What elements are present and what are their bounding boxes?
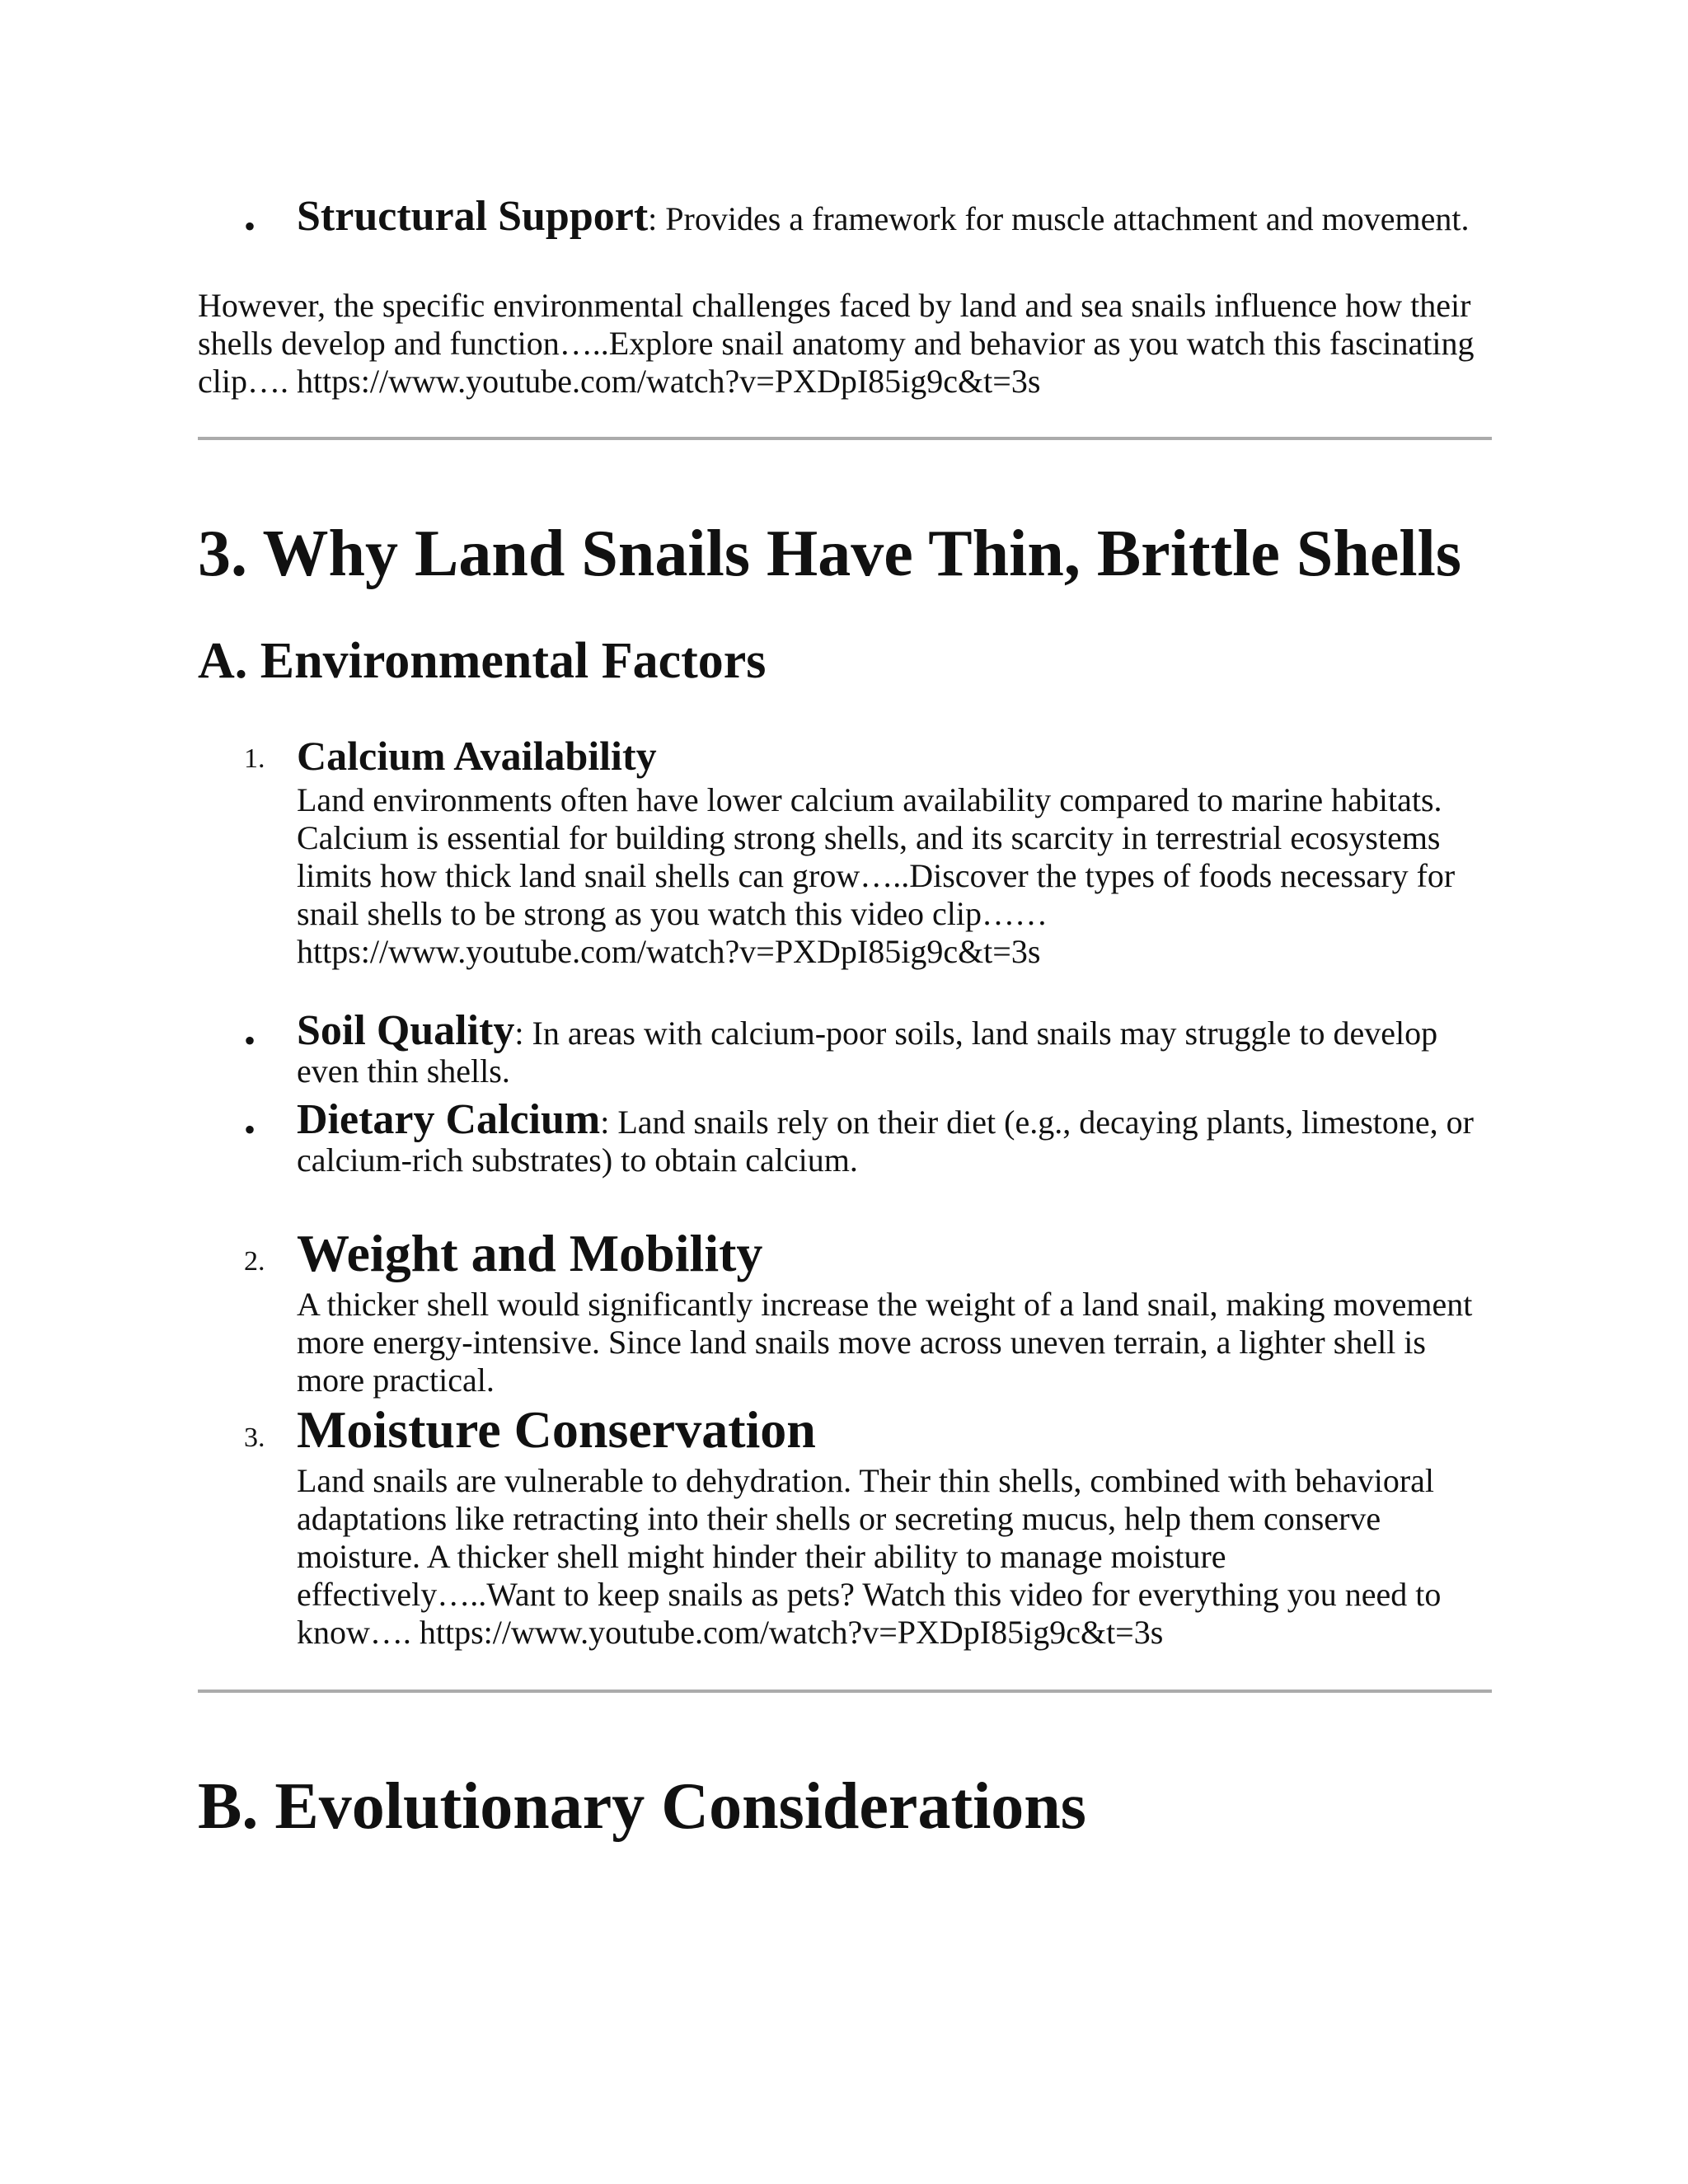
horizontal-rule bbox=[198, 437, 1492, 440]
item-number: 3. bbox=[244, 1422, 265, 1453]
bullet-marker: • bbox=[244, 1022, 256, 1059]
weight-and-mobility-text: A thicker shell would significantly increase the weight of a land snail, making movement more energy-intensive. Since land snails move across uneven terrain, a lighter shell is more practical. bbox=[297, 1286, 1473, 1399]
moisture-conservation-heading: Moisture Conservation bbox=[297, 1400, 816, 1459]
soil-quality-text: : In areas with calcium-poor soils, land snails may struggle to develop even thin shells. bbox=[297, 1015, 1438, 1090]
soil-quality-label: Soil Quality bbox=[297, 1007, 515, 1054]
structural-support-text: : Provides a framework for muscle attachment and movement. bbox=[648, 200, 1470, 237]
structural-support-item bbox=[297, 193, 1500, 240]
horizontal-rule bbox=[198, 1690, 1492, 1693]
dietary-calcium-item bbox=[297, 1096, 1484, 1179]
intro-paragraph: However, the specific environmental challenges faced by land and sea snails influence how their shells develop and function…..Explore snail anatomy and behavior as you watch this fascinating clip…. https://www.youtube.com/watch?v=PXDpI85ig9c&t=3s bbox=[198, 287, 1475, 400]
bullet-marker: • bbox=[244, 208, 256, 245]
bullet-marker: • bbox=[244, 1111, 256, 1148]
item-number: 2. bbox=[244, 1246, 265, 1277]
subsection-b-heading: B. Evolutionary Considerations bbox=[198, 1770, 1086, 1843]
structural-support-label: Structural Support bbox=[297, 193, 649, 240]
calcium-availability-text: Land environments often have lower calcium availability compared to marine habitats. Calcium is essential for building strong shells, and its scarcity in terrestrial ecosystems limits how thick land snail shells can grow…..Discover the types of foods necessary for snail shells to be strong as you watch this video clip…… https://www.youtube.com/watch?v=PXDpI85ig9c&t=3s bbox=[297, 781, 1456, 970]
dietary-calcium-text: : Land snails rely on their diet (e.g., decaying plants, limestone, or calcium-rich substrates) to obtain calcium. bbox=[297, 1104, 1474, 1179]
item-number: 1. bbox=[244, 743, 265, 774]
subsection-a-heading: A. Environmental Factors bbox=[198, 633, 767, 689]
dietary-calcium-label: Dietary Calcium bbox=[297, 1096, 601, 1143]
soil-quality-item bbox=[297, 1007, 1484, 1090]
calcium-availability-heading: Calcium Availability bbox=[297, 733, 657, 779]
moisture-conservation-text: Land snails are vulnerable to dehydration. Their thin shells, combined with behavioral adaptations like retracting into their shells or secreting mucus, help them conserve moisture. A thicker shell might hinder their ability to manage moisture effectively…..Want to keep snails as pets? Watch this video for everything you need to know…. https://www.youtube.com/watch?v=PXDpI85ig9c&t=3s bbox=[297, 1462, 1442, 1651]
weight-and-mobility-heading: Weight and Mobility bbox=[297, 1224, 763, 1282]
section-3-heading: 3. Why Land Snails Have Thin, Brittle Shells bbox=[198, 518, 1462, 590]
